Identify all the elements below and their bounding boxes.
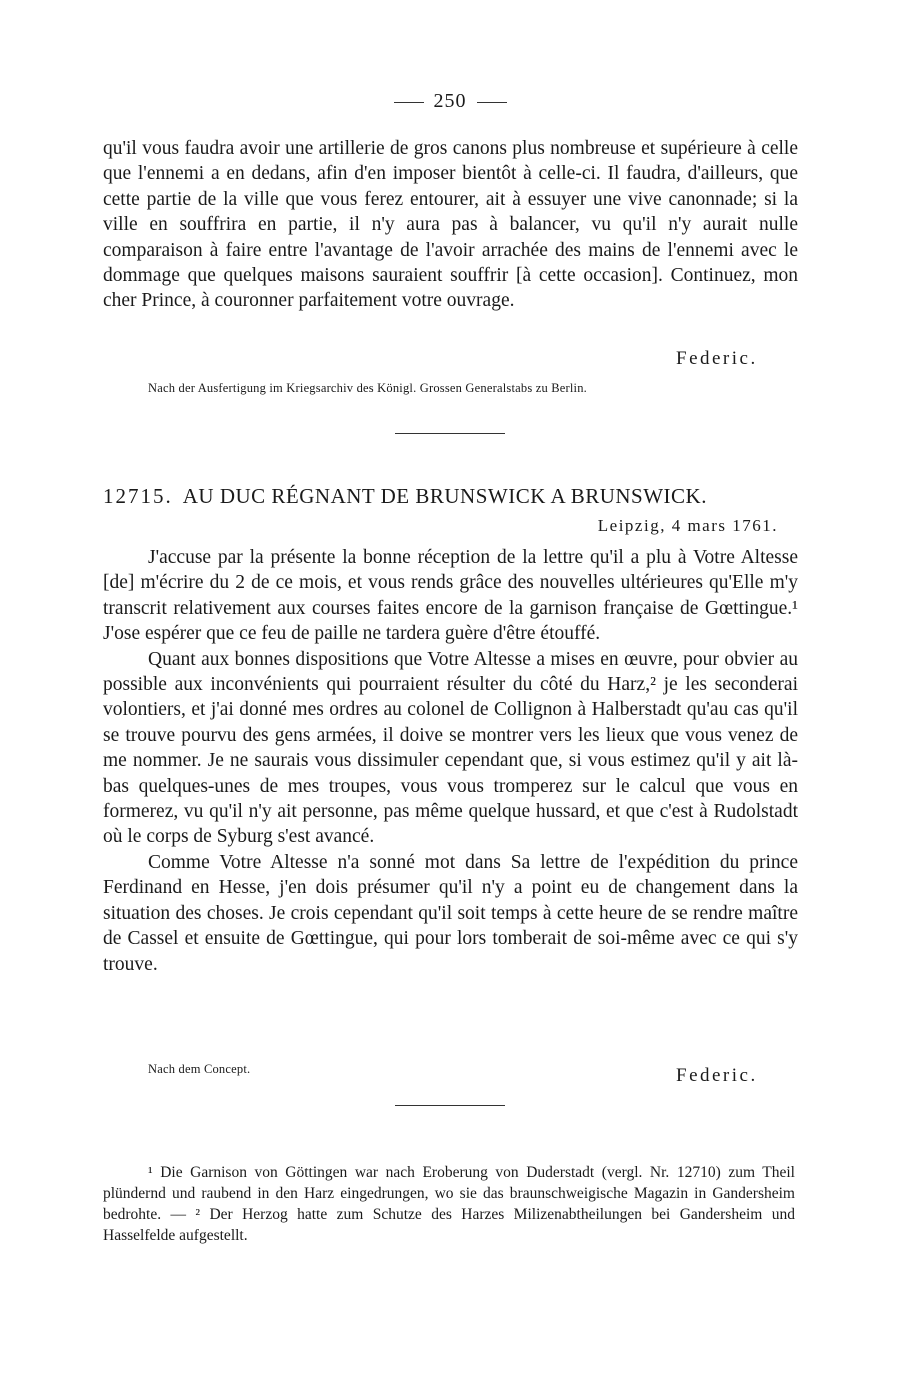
letter-body <box>103 545 798 977</box>
page-number: 250 <box>433 90 467 112</box>
letter-paragraph-2: Quant aux bonnes dispositions que Votre Altesse a mises en œuvre, pour obvier au possible aux inconvénients qui pourraient résulter du côté du Harz,² je les seconderai volontiers, et j'ai donné mes ordres au colonel de Collignon à Halberstadt qu'au cas qu'il se trouve pourvu des gens armées, il doive se montrer vers les lieux que vous venez de me nommer. Je ne saurais vous dissimuler cependant que, si vous estimez qu'il y ait là-bas quelques-unes de mes troupes, vous vous tromperez sur le calcul que vous en formerez, vu qu'il n'y ait personne, pas même quelque hussard, et que c'est à Rudolstadt où le corps de Syburg s'est avancé. <box>103 648 798 848</box>
letter-signature: Federic. <box>676 1065 758 1086</box>
continuation-text-block <box>103 136 798 314</box>
letter-heading <box>103 484 798 509</box>
page-header <box>0 90 900 113</box>
letter-number: 12715. <box>103 484 173 508</box>
letter-paragraph-1: J'accuse par la présente la bonne réception de la lettre qu'il a plu à Votre Altesse [de] m'écrire du 2 de ce mois, et vous rends grâce des nouvelles ultérieures qu'Elle m'y transcrit relativement aux courses faites encore de la garnison française de Gœttingue.¹ J'ose espérer que ce feu de paille ne tardera guère d'être étouffé. <box>103 547 798 645</box>
footnotes-text: ¹ Die Garnison von Göttingen war nach Eroberung von Duderstadt (vergl. Nr. 12710) zum Theil plündernd und raubend in den Harz eingedrungen, wo sie das braunschweigische Magazin in Gandersheim bedrohte. — ² Der Herzog hatte zum Schutze des Harzes Milizenabtheilungen bei Gandersheim und Hasselfelde aufgestellt. <box>103 1164 795 1244</box>
continuation-signature: Federic. <box>676 348 758 369</box>
footnote-divider <box>395 1105 505 1106</box>
letter-title: AU DUC RÉGNANT DE BRUNSWICK A BRUNSWICK. <box>182 484 707 508</box>
footnotes <box>103 1162 795 1246</box>
letter-source-note: Nach dem Concept. <box>148 1062 251 1076</box>
continuation-source-note: Nach der Ausfertigung im Kriegsarchiv des Königl. Grossen Generalstabs zu Berlin. <box>148 381 588 395</box>
header-dash-left <box>394 102 424 103</box>
continuation-paragraph: qu'il vous faudra avoir une artillerie de gros canons plus nombreuse et supérieure à celle que l'ennemi a en dedans, afin d'en imposer bientôt à celle-ci. Il faudra, d'ailleurs, que cette partie de la ville que vous ferez entourer, ait à essuyer une vive canonnade; si la ville en souffrira en partie, il n'y aura pas à balancer, vu qu'il n'y aurait nulle comparaison à faire entre l'avantage de l'avoir arrachée des mains de l'ennemi avec le dommage que quelques maisons sauraient souffrir [à cette occasion]. Continuez, mon cher Prince, à couronner parfaitement votre ouvrage. <box>103 138 798 312</box>
header-dash-right <box>477 102 507 103</box>
letter-paragraph-3: Comme Votre Altesse n'a sonné mot dans Sa lettre de l'expédition du prince Ferdinand en Hesse, j'en dois présumer qu'il n'y a point eu de changement dans la situation des choses. Je crois cependant qu'il soit temps à cette heure de se rendre maître de Cassel et ensuite de Gœttingue, qui pour lors tomberait de soi-même avec ce qui s'y trouve. <box>103 851 798 975</box>
letter-place-date: Leipzig, 4 mars 1761. <box>597 516 778 535</box>
section-divider <box>395 433 505 434</box>
